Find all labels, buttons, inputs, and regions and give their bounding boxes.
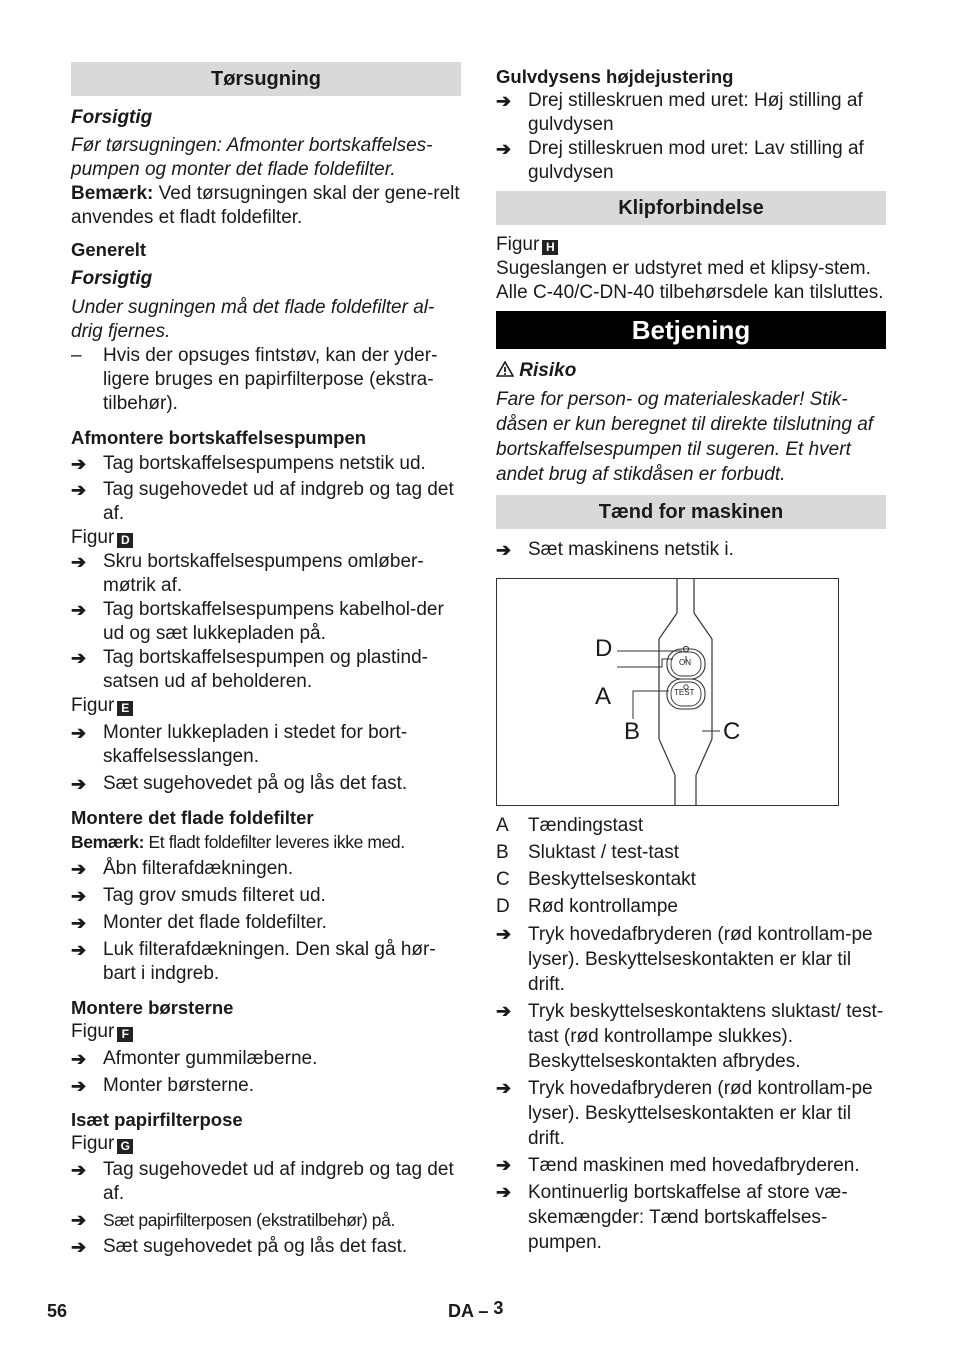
instruction-step: [71, 1158, 461, 1206]
step-text: Monter det flade foldefilter.: [103, 912, 327, 933]
legend-text: Sluktast / test-tast: [528, 842, 679, 863]
subheading-flat-filter: Montere det flade foldefilter: [71, 807, 314, 828]
note-paragraph: [71, 182, 461, 230]
figure-reference: [496, 233, 886, 257]
figure-label: Figur: [496, 234, 540, 255]
risk-label: Risiko: [519, 360, 577, 381]
arrow-icon: ➔: [496, 1182, 512, 1202]
step-text: Tryk beskyttelseskontaktens sluktast/ test-tast (rød kontrollampe slukkes). Beskyttelseskontakten afbrydes.: [528, 1001, 884, 1072]
instruction-step: [496, 1076, 886, 1151]
figure-reference: [71, 526, 461, 550]
arrow-icon: ➔: [71, 1049, 87, 1069]
step-text: Tag bortskaffelsespumpen og plastind-satsen ud af beholderen.: [103, 647, 428, 692]
subheading-general: Generelt: [71, 239, 147, 260]
step-text: Tryk hovedafbryderen (rød kontrollam-pe lyser). Beskyttelseskontakten er klar til drift.: [528, 1078, 873, 1149]
step-text: Tænd maskinen med hovedafbryderen.: [528, 1155, 860, 1176]
arrow-icon: ➔: [71, 480, 87, 500]
step-text: Tryk hovedafbryderen (rød kontrollam-pe lyser). Beskyttelseskontakten er klar til drift.: [528, 924, 873, 995]
instruction-step: [71, 721, 461, 769]
step-list: [71, 857, 461, 986]
instruction-step: [71, 598, 461, 646]
caution-text: Under sugningen må det flade foldefilter al-drig fjernes.: [71, 297, 435, 342]
figure-letter-badge: G: [117, 1139, 133, 1154]
figure-label-c: C: [723, 718, 741, 745]
instruction-step: [71, 1235, 461, 1259]
arrow-icon: ➔: [71, 940, 87, 960]
step-text: Åbn filterafdækningen.: [103, 858, 294, 879]
page-language-index: [448, 1299, 503, 1323]
section-heading-clip: Klipforbindelse: [496, 191, 886, 225]
figure-reference: [71, 1020, 461, 1044]
legend-text: Tændingstast: [528, 815, 644, 836]
arrow-icon: ➔: [496, 139, 512, 159]
language-code: DA: [448, 1301, 474, 1321]
note-paragraph: [71, 830, 461, 854]
page-number: 56: [47, 1301, 68, 1321]
caution-label: Forsigtig: [71, 268, 153, 289]
instruction-step: [71, 772, 461, 796]
figure-label: Figur: [71, 1021, 115, 1042]
protection-switch-figure: [496, 578, 839, 806]
step-text: Skru bortskaffelsespumpens omløber-møtrik af.: [103, 551, 424, 596]
step-text: Monter børsterne.: [103, 1075, 254, 1096]
arrow-icon: ➔: [71, 1210, 87, 1230]
arrow-icon: ➔: [71, 552, 87, 572]
step-text: Sæt maskinens netstik i.: [528, 539, 734, 560]
figure-letter-badge: D: [117, 533, 133, 548]
warning-triangle-icon: [496, 361, 514, 377]
dash-bullet: –: [71, 345, 82, 366]
figure-label: Figur: [71, 695, 115, 716]
instruction-step: [71, 884, 461, 908]
legend-item: [496, 839, 886, 866]
step-list: [71, 452, 461, 526]
instruction-step: [496, 999, 886, 1074]
step-text: Tag sugehovedet ud af indgreb og tag det af.: [103, 1159, 454, 1204]
step-text: Tag sugehovedet ud af indgreb og tag det af.: [103, 479, 454, 524]
arrow-icon: ➔: [496, 540, 512, 560]
step-list: [496, 89, 886, 185]
subheading-height-adjust: Gulvdysens højdejustering: [496, 66, 734, 87]
step-text: Sæt sugehovedet på og lås det fast.: [103, 1236, 408, 1257]
test-button-label: TEST: [674, 688, 695, 697]
step-text: Drej stilleskruen mod uret: Lav stilling af gulvdysen: [528, 138, 864, 183]
step-text: Luk filterafdækningen. Den skal gå hør-bart i indgreb.: [103, 939, 436, 984]
risk-heading: [496, 359, 886, 383]
instruction-step: [71, 1047, 461, 1071]
instruction-step: [71, 478, 461, 526]
protection-switch-drawing: [497, 579, 838, 805]
step-text: Monter lukkepladen i stedet for bort-skaffelsesslangen.: [103, 722, 408, 767]
step-text: Sæt papirfilterposen (ekstratilbehør) på.: [103, 1210, 395, 1230]
step-list: [496, 922, 886, 1255]
arrow-icon: ➔: [71, 648, 87, 668]
instruction-step: [71, 857, 461, 881]
instruction-step: [496, 89, 886, 137]
arrow-icon: ➔: [496, 91, 512, 111]
instruction-step: [71, 1074, 461, 1098]
step-list: [71, 1047, 461, 1098]
instruction-step: [71, 1208, 461, 1233]
instruction-step: [71, 911, 461, 935]
figure-label-d: D: [595, 635, 613, 662]
arrow-icon: ➔: [71, 1237, 87, 1257]
step-text: Tag bortskaffelsespumpens kabelhol-der ud og sæt lukkepladen på.: [103, 599, 444, 644]
figure-letter-badge: H: [542, 240, 558, 255]
step-text: Tag bortskaffelsespumpens netstik ud.: [103, 453, 426, 474]
instruction-step: [71, 550, 461, 598]
instruction-step: [71, 646, 461, 694]
subheading-paper-bag: Isæt papirfilterpose: [71, 1109, 243, 1130]
language-page-number: 3: [493, 1298, 504, 1318]
arrow-icon: ➔: [496, 1155, 512, 1175]
instruction-step: [496, 922, 886, 997]
step-list: [71, 1158, 461, 1259]
dash-list-item: [71, 344, 461, 416]
instruction-step: [71, 452, 461, 476]
dash-item-text: Hvis der opsuges fintstøv, kan der yder-ligere bruges en papirfilterpose (ekstra-tilbehør).: [103, 345, 438, 414]
on-button-label: ON: [679, 658, 691, 667]
figure-reference: [71, 1132, 461, 1156]
legend-letter: B: [496, 842, 509, 863]
legend-item: [496, 893, 886, 920]
legend-letter: D: [496, 896, 510, 917]
subheading-remove-pump: Afmontere bortskaffelsespumpen: [71, 427, 367, 448]
step-list: [71, 550, 461, 694]
arrow-icon: ➔: [71, 454, 87, 474]
arrow-icon: ➔: [71, 1160, 87, 1180]
arrow-icon: ➔: [496, 1001, 512, 1021]
separator: –: [478, 1301, 489, 1321]
legend-letter: C: [496, 869, 510, 890]
legend-item: [496, 866, 886, 893]
clip-paragraph: Sugeslangen er udstyret med et klipsy-stem. Alle C-40/C-DN-40 tilbehørsdele kan tilsluttes.: [496, 258, 884, 303]
note-label: Bemærk:: [71, 832, 145, 852]
step-list: [71, 721, 461, 796]
legend-text: Beskyttelseskontakt: [528, 869, 696, 890]
risk-text: Fare for person- og materialeskader! Stik-dåsen er kun beregnet til direkte tilslutning af bortskaffelsespumpen til sugeren. Et hvert andet brug af stikdåsen er forbudt.: [496, 389, 874, 485]
arrow-icon: ➔: [71, 774, 87, 794]
caution-label: Forsigtig: [71, 107, 153, 128]
instruction-step: [496, 1180, 886, 1255]
instruction-step: [71, 938, 461, 986]
figure-legend: [496, 812, 886, 920]
section-heading-dry-vacuum: Tørsugning: [71, 62, 461, 96]
step-text: Drej stilleskruen med uret: Høj stilling af gulvdysen: [528, 90, 863, 135]
right-column: [496, 62, 886, 1255]
arrow-icon: ➔: [71, 723, 87, 743]
figure-label-a: A: [595, 683, 612, 710]
figure-label: Figur: [71, 527, 115, 548]
figure-label: Figur: [71, 1133, 115, 1154]
step-text: Sæt sugehovedet på og lås det fast.: [103, 773, 408, 794]
section-heading-turn-on: Tænd for maskinen: [496, 495, 886, 529]
section-heading-operation: Betjening: [496, 311, 886, 349]
caution-text: Før tørsugningen: Afmonter bortskaffelses-pumpen og monter det flade foldefilter.: [71, 135, 433, 180]
instruction-step: [496, 137, 886, 185]
note-text: Et fladt foldefilter leveres ikke med.: [144, 832, 405, 852]
arrow-icon: ➔: [71, 859, 87, 879]
step-text: Kontinuerlig bortskaffelse af store væ-skemængder: Tænd bortskaffelses-pumpen.: [528, 1182, 848, 1253]
step-text: Tag grov smuds filteret ud.: [103, 885, 326, 906]
instruction-step: [496, 1153, 886, 1178]
legend-text: Rød kontrollampe: [528, 896, 678, 917]
figure-letter-badge: F: [117, 1027, 133, 1042]
instruction-step: [496, 538, 886, 562]
arrow-icon: ➔: [71, 1076, 87, 1096]
arrow-icon: ➔: [71, 913, 87, 933]
arrow-icon: ➔: [496, 1078, 512, 1098]
left-column: [71, 62, 461, 1259]
note-text: Ved tørsugningen skal der gene-relt anvendes et fladt foldefilter.: [71, 183, 460, 228]
figure-label-b: B: [624, 718, 641, 745]
legend-letter: A: [496, 815, 509, 836]
subheading-brushes: Montere børsterne: [71, 997, 234, 1018]
figure-letter-badge: E: [117, 701, 133, 716]
arrow-icon: ➔: [71, 600, 87, 620]
figure-reference: [71, 694, 461, 718]
legend-item: [496, 812, 886, 839]
step-text: Afmonter gummilæberne.: [103, 1048, 318, 1069]
arrow-icon: ➔: [71, 886, 87, 906]
note-label: Bemærk:: [71, 183, 154, 204]
arrow-icon: ➔: [496, 924, 512, 944]
